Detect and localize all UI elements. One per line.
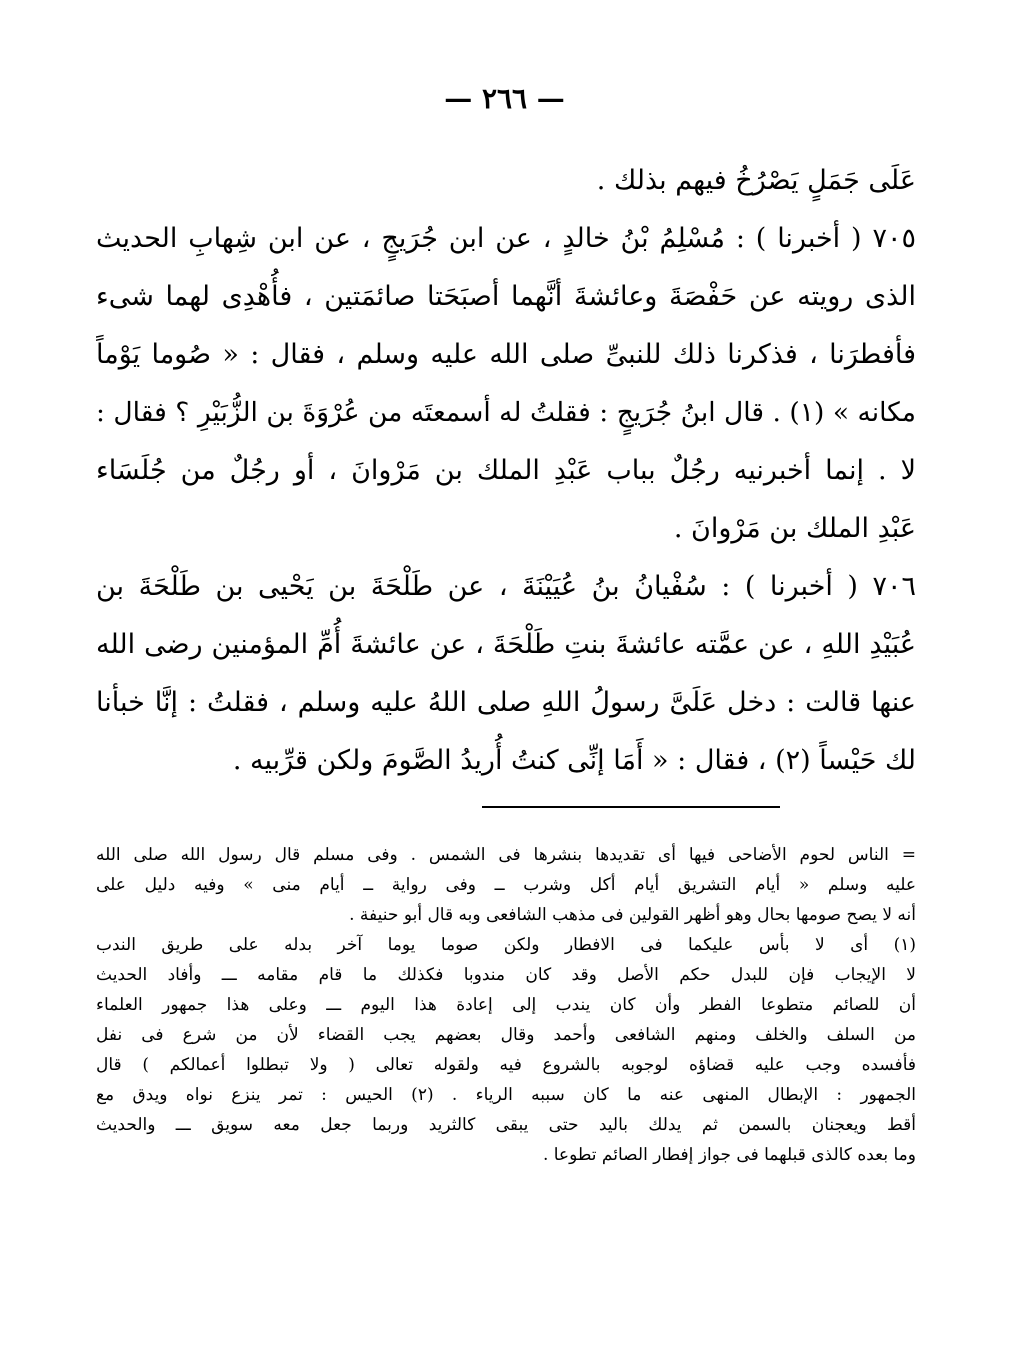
text-line: لك حَيْساً (٢) ، فقال : « أَمَا إنِّى كنتُ أُريدُ الصَّومَ ولكن قرِّبيه .: [232, 745, 916, 776]
footnote-line: الجمهور : الإبطال المنهى عنه ما كان سببه الرياء . (٢) الحيس : تمر ينزع نواه ويدق مع: [96, 1085, 916, 1105]
main-text: [96, 152, 916, 790]
text-line: عَلَى جَمَلٍ يَصْرُخُ فيهم بذلك .: [596, 165, 916, 196]
page-number: — ٢٦٦ —: [444, 82, 565, 115]
text-line: ٧٠٦ ( أخبرنا ) : سُفْيانُ بنُ عُيَيْنَةَ ، عن طَلْحَةَ بن يَحْيى بن طَلْحَةَ بن: [96, 571, 916, 602]
text-line: فأفطرَنا ، فذكرنا ذلك للنبىِّ صلى الله عليه وسلم ، فقال : « صُوما يَوْماً: [96, 339, 916, 370]
footnote-line: فأفسده وجب عليه قضاؤه لوجوبه بالشروع فيه ولقوله تعالى ( ولا تبطلوا أعمالكم ) قال: [96, 1055, 916, 1075]
footnote-line: أنه لا يصح صومها بحال وهو أظهر القولين فى مذهب الشافعى وبه قال أبو حنيفة .: [349, 905, 916, 925]
text-line: عُبَيْدِ اللهِ ، عن عمَّته عائشةَ بنتِ طَلْحَةَ ، عن عائشةَ أُمِّ المؤمنين رضى الله: [96, 629, 916, 660]
footnote-line: أقط ويعجنان بالسمن ثم يدلك باليد حتى يبقى كالثريد وربما جعل معه سويق ـــ والحديث: [96, 1115, 916, 1135]
text-line: عنها قالت : دخل عَلَىَّ رسولُ اللهِ صلى اللهُ عليه وسلم ، فقلتُ : إنَّا خبأنا: [96, 687, 916, 718]
text-line: مكانه » (١) . قال ابنُ جُرَيجٍ : فقلتُ له أسمعتَه من عُرْوَةَ بن الزُّبَيْرِ ؟ فقال :: [96, 397, 916, 428]
footnote-line: = الناس لحوم الأضاحى فيها أى تقديدها بنشرها فى الشمس . وفى مسلم قال رسول الله صلى الله: [96, 845, 916, 865]
text-line: الذى رويته عن حَفْصَةَ وعائشةَ أنَّهما أصبَحَتا صائمَتين ، فأُهْدِى لهما شىء: [96, 281, 916, 312]
footnotes: [96, 840, 916, 1170]
footnote-line: أن للصائم متطوعا الفطر وأن كان يندب إلى إعادة هذا اليوم ـــ وعلى هذا جمهور العلماء: [96, 995, 916, 1015]
text-line: عَبْدِ الملك بن مَرْوانَ .: [673, 513, 916, 544]
footnote-line: عليه وسلم « أيام التشريق أيام أكل وشرب ــ وفى رواية ــ أيام منى » وفيه دليل على: [96, 875, 916, 895]
footnote-line: (١) أى لا بأس عليكما فى الافطار ولكن صوما يوما آخر بدله على طريق الندب: [96, 935, 916, 955]
footnote-separator: [482, 806, 780, 808]
text-line: لا . إنما أخبرنيه رجُلٌ بباب عَبْدِ الملك بن مَرْوانَ ، أو رجُلٌ من جُلَسَاء: [96, 455, 916, 486]
text-line: ٧٠٥ ( أخبرنا ) : مُسْلِمُ بْنُ خالدٍ ، عن ابن جُرَيجٍ ، عن ابن شِهابِ الحديث: [96, 223, 916, 254]
footnote-line: لا الإيجاب فإن للبدل حكم الأصل وقد كان مندوبا فكذلك ما قام مقامه ـــ وأفاد الحديث: [96, 965, 916, 985]
footnote-line: من السلف والخلف ومنهم الشافعى وأحمد وقال بعضهم يجب القضاء لأن من شرع فى نفل: [96, 1025, 916, 1045]
footnote-line: وما بعده كالذى قبلهما فى جواز إفطار الصائم تطوعا .: [542, 1145, 916, 1165]
